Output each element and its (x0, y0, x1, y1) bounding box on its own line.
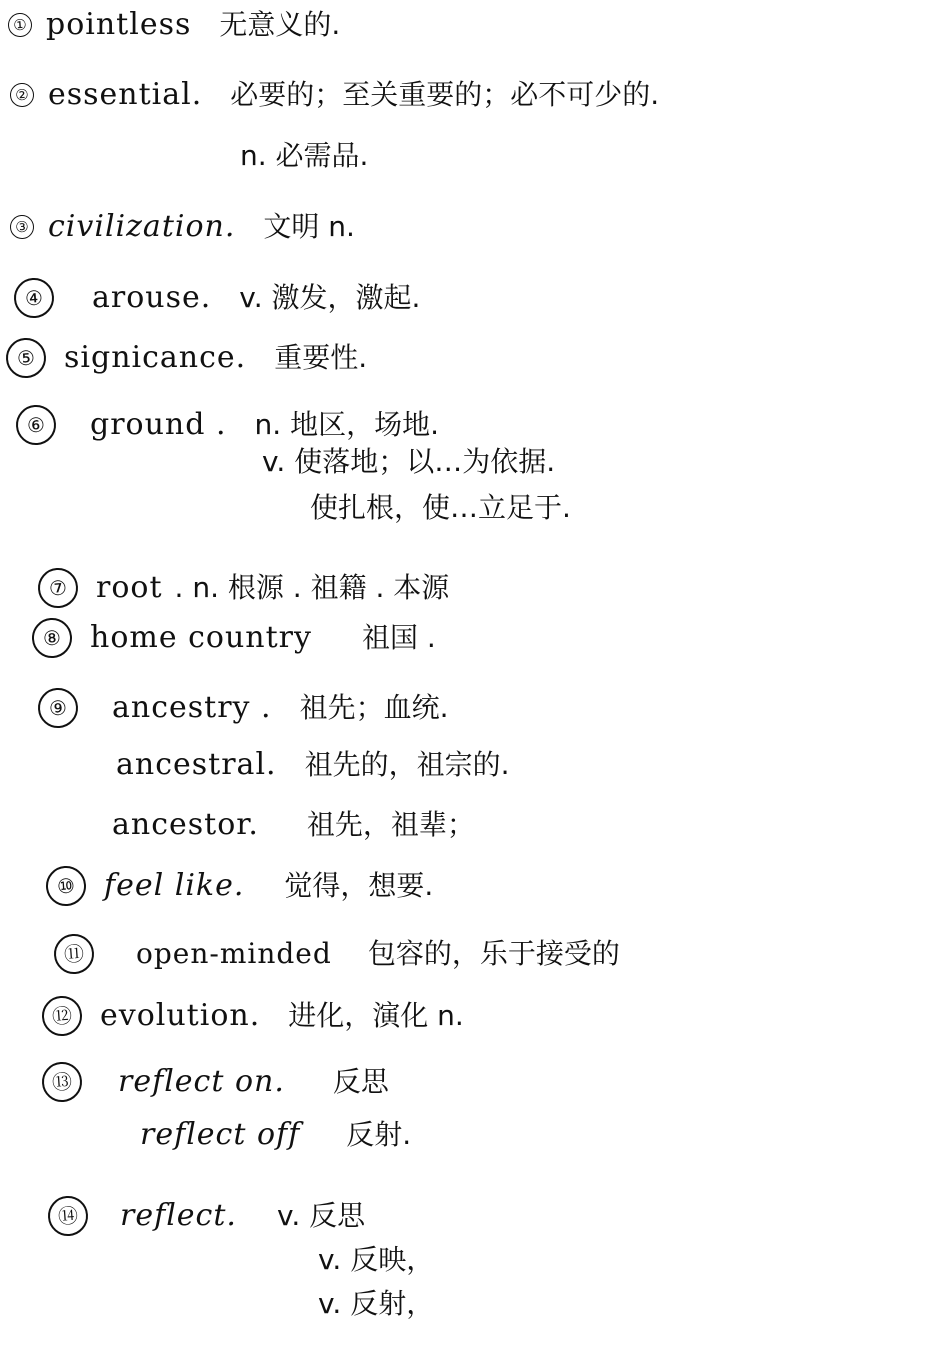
entry-13-off (140, 1117, 412, 1152)
entry-meaning: 觉得，想要. (284, 869, 434, 902)
entry-word: ancestral. (116, 747, 277, 782)
entry-word: home country (90, 620, 312, 655)
entry-meaning: 包容的，乐于接受的 (367, 937, 620, 970)
entry-word: arouse. (92, 280, 212, 315)
entry-word: reflect on. (118, 1064, 285, 1099)
entry-number: ⑦ (37, 567, 80, 610)
entry-number: ② (9, 82, 35, 108)
entry-word: essential. (48, 77, 203, 112)
entry-word: feel like. (104, 868, 245, 903)
entry-word: evolution. (100, 998, 261, 1033)
entry-word: open-minded (136, 937, 332, 970)
entry-meaning: v. 使落地；以…为依据. (262, 445, 556, 478)
entry-meaning: v. 反射， (318, 1287, 435, 1320)
entry-5 (6, 338, 367, 378)
entry-14-reflect-2 (318, 1243, 435, 1276)
entry-13 (42, 1062, 389, 1102)
entry-6-verb (262, 445, 556, 478)
entry-meaning: 祖先；血统. (299, 691, 449, 724)
entry-meaning: v. 激发，激起. (239, 281, 421, 314)
entry-meaning: 文明 n. (263, 210, 355, 243)
entry-meaning: 必要的；至关重要的；必不可少的. (230, 78, 660, 111)
entry-word: signicance. (64, 340, 247, 375)
entry-7 (38, 568, 449, 608)
entry-word: reflect off (140, 1117, 301, 1152)
entry-9-ancestor (112, 807, 475, 842)
entry-meaning: 无意义的. (219, 8, 341, 41)
entry-meaning: n. 必需品. (240, 139, 369, 172)
entry-10 (46, 866, 433, 906)
entry-number: ⑤ (5, 337, 48, 380)
entry-meaning: v. 反思 (276, 1199, 366, 1232)
entry-6 (16, 405, 439, 445)
entry-meaning: 使扎根，使…立足于. (310, 491, 571, 524)
entry-number: ⑥ (15, 404, 58, 447)
entry-8 (32, 618, 436, 658)
entry-meaning: 祖先的，祖宗的. (304, 748, 510, 781)
entry-2 (10, 77, 660, 112)
entry-14-reflect-3 (318, 1287, 435, 1320)
entry-word: reflect. (120, 1198, 237, 1233)
entry-number: ④ (13, 277, 56, 320)
entry-meaning: v. 反映， (318, 1243, 435, 1276)
entry-meaning: 反射. (346, 1118, 412, 1151)
entry-11 (54, 934, 620, 974)
entry-number: ⑫ (41, 995, 84, 1038)
entry-meaning: 祖国 . (361, 621, 436, 654)
entry-meaning: 进化，演化 n. (288, 999, 464, 1032)
entry-number: ⑨ (37, 687, 80, 730)
entry-number: ⑭ (47, 1195, 90, 1238)
entry-number: ⑪ (53, 933, 96, 976)
entry-word: ancestry . (112, 690, 272, 725)
entry-word: root (96, 570, 163, 605)
entry-meaning: 反思 (332, 1065, 389, 1098)
entry-number: ① (7, 12, 33, 38)
entry-9 (38, 688, 448, 728)
entry-word: civilization. (48, 209, 236, 244)
entry-number: ⑧ (31, 617, 74, 660)
entry-4 (14, 278, 420, 318)
entry-12 (42, 996, 464, 1036)
entry-word: ancestor. (112, 807, 259, 842)
entry-number: ⑬ (41, 1061, 84, 1104)
entry-meaning: 祖先，祖辈； (306, 808, 475, 841)
entry-1 (8, 7, 341, 42)
entry-14 (48, 1196, 365, 1236)
entry-meaning: 重要性. (274, 341, 368, 374)
entry-number: ③ (9, 214, 35, 240)
entry-6-verb-extra (310, 491, 571, 524)
entry-word: ground . (90, 407, 227, 442)
entry-9-ancestral (116, 747, 510, 782)
entry-meaning: n. 地区，场地. (254, 408, 439, 441)
entry-3 (10, 209, 355, 244)
entry-word: pointless (46, 7, 192, 42)
entry-number: ⑩ (45, 865, 88, 908)
entry-meaning: . n. 根源 . 祖籍 . 本源 (174, 571, 450, 604)
entry-2-extra (240, 139, 369, 172)
